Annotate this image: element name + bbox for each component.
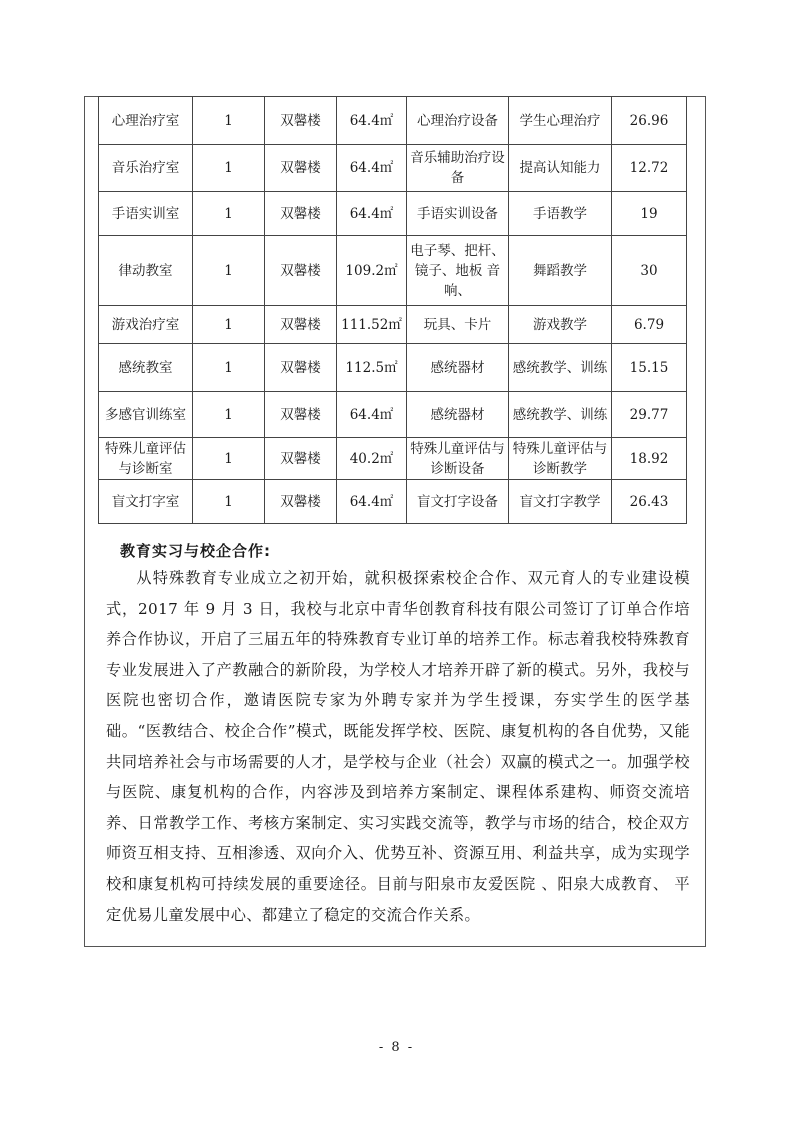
value: 30 bbox=[612, 236, 687, 306]
room-count: 1 bbox=[193, 438, 265, 480]
value: 15.15 bbox=[612, 344, 687, 392]
function: 特殊儿童评估与诊断教学 bbox=[509, 438, 612, 480]
building: 双馨楼 bbox=[265, 438, 337, 480]
room-name: 心理治疗室 bbox=[99, 97, 193, 145]
building: 双馨楼 bbox=[265, 97, 337, 145]
room-count: 1 bbox=[193, 306, 265, 344]
value: 12.72 bbox=[612, 145, 687, 192]
room-name: 律动教室 bbox=[99, 236, 193, 306]
building: 双馨楼 bbox=[265, 192, 337, 236]
value: 29.77 bbox=[612, 392, 687, 438]
room-name: 感统教室 bbox=[99, 344, 193, 392]
room-name: 音乐治疗室 bbox=[99, 145, 193, 192]
equipment: 玩具、卡片 bbox=[407, 306, 509, 344]
function: 舞蹈教学 bbox=[509, 236, 612, 306]
section-heading: 教育实习与校企合作: bbox=[120, 542, 271, 560]
equipment: 心理治疗设备 bbox=[407, 97, 509, 145]
table-row bbox=[99, 306, 687, 344]
area: 64.4㎡ bbox=[337, 192, 407, 236]
rooms-table bbox=[98, 96, 687, 524]
room-name: 多感官训练室 bbox=[99, 392, 193, 438]
function: 感统教学、训练 bbox=[509, 344, 612, 392]
value: 18.92 bbox=[612, 438, 687, 480]
room-count: 1 bbox=[193, 97, 265, 145]
function: 学生心理治疗 bbox=[509, 97, 612, 145]
room-name: 特殊儿童评估与诊断室 bbox=[99, 438, 193, 480]
room-count: 1 bbox=[193, 192, 265, 236]
table-row bbox=[99, 192, 687, 236]
equipment: 感统器材 bbox=[407, 392, 509, 438]
area: 64.4㎡ bbox=[337, 145, 407, 192]
equipment: 盲文打字设备 bbox=[407, 480, 509, 524]
building: 双馨楼 bbox=[265, 392, 337, 438]
value: 26.96 bbox=[612, 97, 687, 145]
equipment: 感统器材 bbox=[407, 344, 509, 392]
table-row bbox=[99, 145, 687, 192]
body-text bbox=[106, 563, 690, 930]
building: 双馨楼 bbox=[265, 145, 337, 192]
function: 感统教学、训练 bbox=[509, 392, 612, 438]
building: 双馨楼 bbox=[265, 306, 337, 344]
room-name: 游戏治疗室 bbox=[99, 306, 193, 344]
area: 64.4㎡ bbox=[337, 97, 407, 145]
area: 109.2㎡ bbox=[337, 236, 407, 306]
equipment: 手语实训设备 bbox=[407, 192, 509, 236]
area: 64.4㎡ bbox=[337, 392, 407, 438]
function: 盲文打字教学 bbox=[509, 480, 612, 524]
room-count: 1 bbox=[193, 145, 265, 192]
area: 112.5㎡ bbox=[337, 344, 407, 392]
table-row bbox=[99, 438, 687, 480]
body-paragraph: 从特殊教育专业成立之初开始，就积极探索校企合作、双元育人的专业建设模式，2017 年 9 月 3 日，我校与北京中青华创教育科技有限公司签订了订单合作培养合作协议，开启了三届五年的特殊教育专业订单的培养工作。标志着我校特殊教育专业发展进入了产教融合的新阶段，为学校人才培养开辟了新的模式。另外，我校与医院也密切合作，邀请医院专家为外聘专家并为学生授课，夯实学生的医学基础。“医教结合、校企合作”模式，既能发挥学校、医院、康复机构的各自优势，又能共同培养社会与市场需要的人才，是学校与企业（社会）双赢的模式之一。加强学校与医院、康复机构的合作，内容涉及到培养方案制定、课程体系建构、师资交流培养、日常教学工作、考核方案制定、实习实践交流等，教学与市场的结合，校企双方师资互相支持、互相渗透、双向介入、优势互补、资源互用、利益共享，成为实现学校和康复机构可持续发展的重要途径。目前与阳泉市友爱医院 、阳泉大成教育、 平定优易儿童发展中心、都建立了稳定的交流合作关系。 bbox=[106, 569, 690, 924]
function: 游戏教学 bbox=[509, 306, 612, 344]
table-row bbox=[99, 97, 687, 145]
table-row bbox=[99, 392, 687, 438]
table-row bbox=[99, 480, 687, 524]
equipment: 音乐辅助治疗设备 bbox=[407, 145, 509, 192]
area: 40.2㎡ bbox=[337, 438, 407, 480]
page-number: - 8 - bbox=[378, 1040, 415, 1055]
building: 双馨楼 bbox=[265, 236, 337, 306]
function: 提高认知能力 bbox=[509, 145, 612, 192]
building: 双馨楼 bbox=[265, 344, 337, 392]
equipment: 电子琴、把杆、镜子、地板 音响、 bbox=[407, 236, 509, 306]
room-name: 手语实训室 bbox=[99, 192, 193, 236]
value: 19 bbox=[612, 192, 687, 236]
room-count: 1 bbox=[193, 480, 265, 524]
equipment: 特殊儿童评估与诊断设备 bbox=[407, 438, 509, 480]
area: 64.4㎡ bbox=[337, 480, 407, 524]
value: 6.79 bbox=[612, 306, 687, 344]
table-row bbox=[99, 344, 687, 392]
room-name: 盲文打字室 bbox=[99, 480, 193, 524]
area: 111.52㎡ bbox=[337, 306, 407, 344]
room-count: 1 bbox=[193, 392, 265, 438]
value: 26.43 bbox=[612, 480, 687, 524]
function: 手语教学 bbox=[509, 192, 612, 236]
room-count: 1 bbox=[193, 236, 265, 306]
room-count: 1 bbox=[193, 344, 265, 392]
building: 双馨楼 bbox=[265, 480, 337, 524]
table-row bbox=[99, 236, 687, 306]
